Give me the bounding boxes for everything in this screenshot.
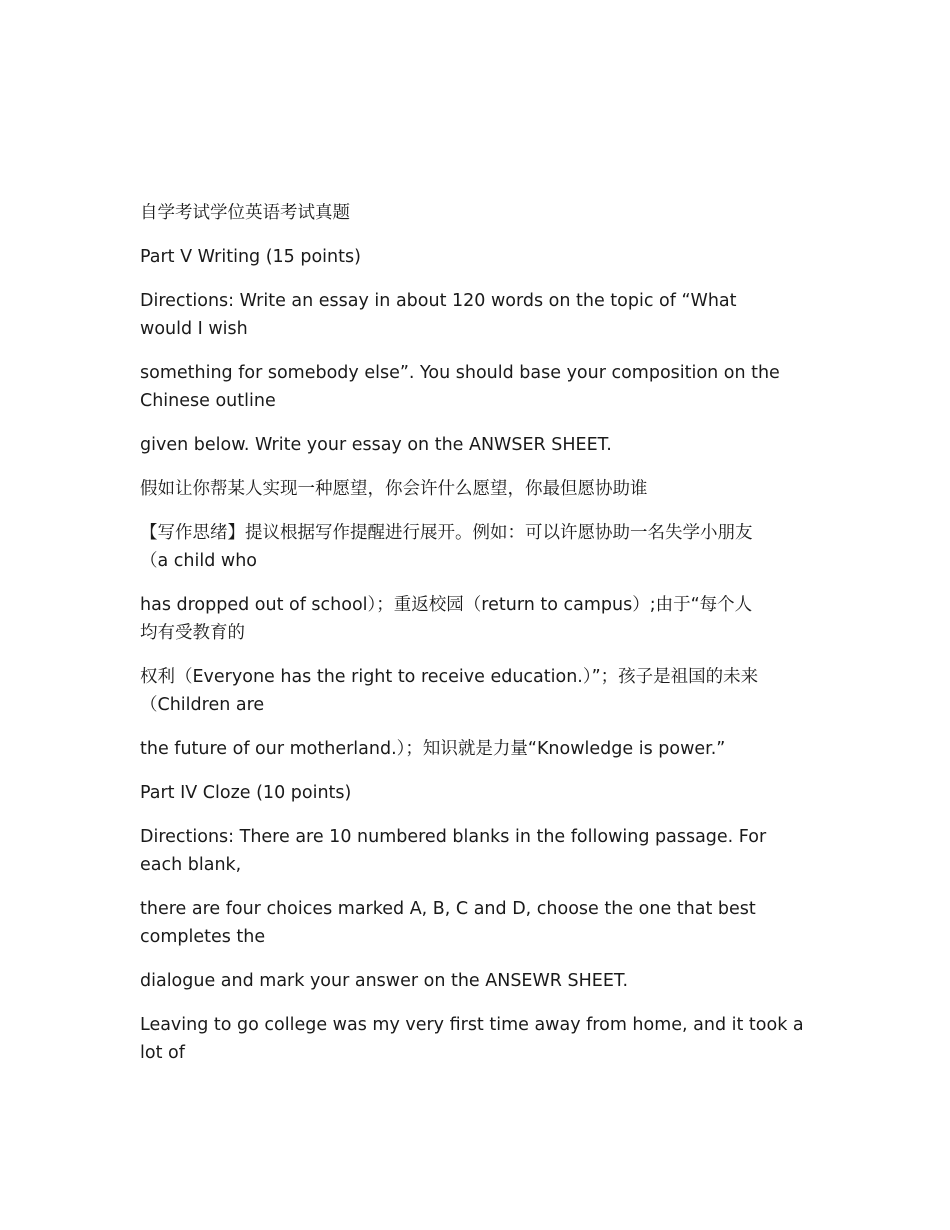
text-line: Directions: There are 10 numbered blanks in the following passage. For xyxy=(140,827,767,847)
paragraph xyxy=(140,735,812,763)
section-heading-writing xyxy=(140,243,812,271)
text-line: dialogue and mark your answer on the ANSEWR SHEET. xyxy=(140,971,629,991)
paragraph xyxy=(140,431,812,459)
text-line: Directions: Write an essay in about 120 words on the topic of “What xyxy=(140,291,737,311)
paragraph xyxy=(140,663,812,719)
text-line: Chinese outline xyxy=(140,391,276,411)
text-line: Part IV Cloze (10 points) xyxy=(140,783,352,803)
text-line: Leaving to go college was my very first time away from home, and it took a xyxy=(140,1015,804,1035)
paragraph xyxy=(140,823,812,879)
text-line: given below. Write your essay on the ANWSER SHEET. xyxy=(140,435,612,455)
section-heading-cloze xyxy=(140,779,812,807)
text-line: completes the xyxy=(140,927,266,947)
paragraph xyxy=(140,359,812,415)
text-line: 权利（Everyone has the right to receive education.）”；孩子是祖国的未来 xyxy=(140,667,759,687)
doc-title xyxy=(140,199,812,227)
paragraph xyxy=(140,895,812,951)
text-line: 【写作思绪】提议根据写作提醒进行展开。例如：可以许愿协助一名失学小朋友 xyxy=(140,523,753,543)
text-line: there are four choices marked A, B, C and D, choose the one that best xyxy=(140,899,756,919)
text-line: would I wish xyxy=(140,319,248,339)
paragraph xyxy=(140,519,812,575)
document-body xyxy=(140,199,812,1083)
paragraph xyxy=(140,591,812,647)
text-line: （a child who xyxy=(140,551,258,571)
text-line: Part V Writing (15 points) xyxy=(140,247,361,267)
text-line: 均有受教育的 xyxy=(140,623,245,643)
text-line: lot of xyxy=(140,1043,185,1063)
text-line: （Children are xyxy=(140,695,265,715)
text-line: 自学考试学位英语考试真题 xyxy=(140,203,350,223)
text-line: something for somebody else”. You should base your composition on the xyxy=(140,363,780,383)
text-line: each blank, xyxy=(140,855,242,875)
text-line: 假如让你帮某人实现一种愿望，你会许什么愿望，你最但愿协助谁 xyxy=(140,479,648,499)
text-line: the future of our motherland.）；知识就是力量“Knowledge is power.” xyxy=(140,739,726,759)
paragraph xyxy=(140,475,812,503)
paragraph xyxy=(140,967,812,995)
paragraph xyxy=(140,1011,812,1067)
text-line: has dropped out of school）；重返校园（return to campus）;由于“每个人 xyxy=(140,595,753,615)
paragraph xyxy=(140,287,812,343)
